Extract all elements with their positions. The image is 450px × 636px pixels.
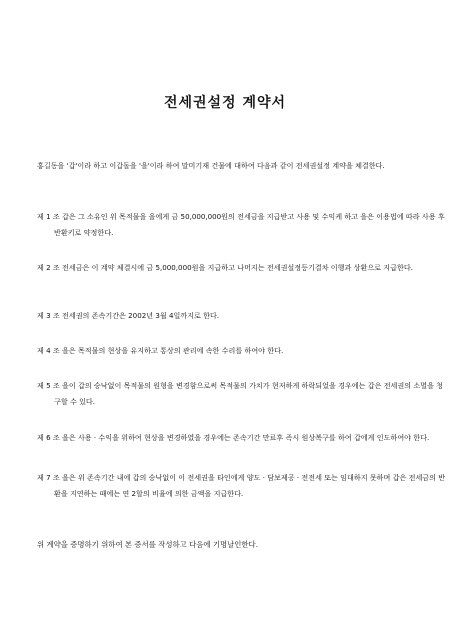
intro-paragraph: 홍길동을 '갑'이라 하고 이갑돌을 '을'이라 하여 말미기재 건물에 대하여 다음과 같이 전세권설정 계약을 체결한다. — [37, 161, 385, 170]
article-6: 제 6 조 을은 사용 · 수익을 위하여 현상을 변경하였을 경우에는 존속기간 만료후 즉시 원상복구를 하여 갑에게 인도하여야 한다. — [37, 433, 430, 442]
closing-statement: 위 계약을 증명하기 위하여 본 증서를 작성하고 다음에 기명날인한다. — [37, 540, 259, 549]
article-2: 제 2 조 전세금은 이 계약 체결시에 금 5,000,000원을 지급하고 나머지는 전세권설정등기결차 이행과 상환으로 지급한다. — [37, 263, 413, 272]
article-7: 제 7 조 을은 위 존속기간 내에 갑의 승낙없이 이 전세권을 타인에게 양도 · 담보제공 · 전전세 또는 임대하지 못하며 갑은 전세금의 반환을 지연하는 때에는 연 2할의 비율에 의한 금액을 지급한다. — [37, 473, 446, 498]
document-title: 전세권설정 계약서 — [163, 95, 287, 111]
article-5: 제 5 조 을이 갑의 승낙없이 목적물의 원형을 변경함으로써 목적물의 가치가 현저하게 하락되었을 경우에는 갑은 전세권의 소멸을 청구할 수 있다. — [37, 381, 444, 406]
article-1: 제 1 조 갑은 그 소유인 위 목적물을 을에게 금 50,000,000원의 전세금을 지급받고 사용 및 수익케 하고 을은 이용법에 따라 사용 후 반환키로 약정한다. — [37, 212, 445, 237]
article-3: 제 3 조 전세권의 존속기간은 2002년 3월 4일까지로 한다. — [37, 311, 220, 320]
article-4: 제 4 조 을은 목적물의 현상을 유지하고 통상의 관리에 속한 수리를 하여야 한다. — [37, 346, 284, 355]
